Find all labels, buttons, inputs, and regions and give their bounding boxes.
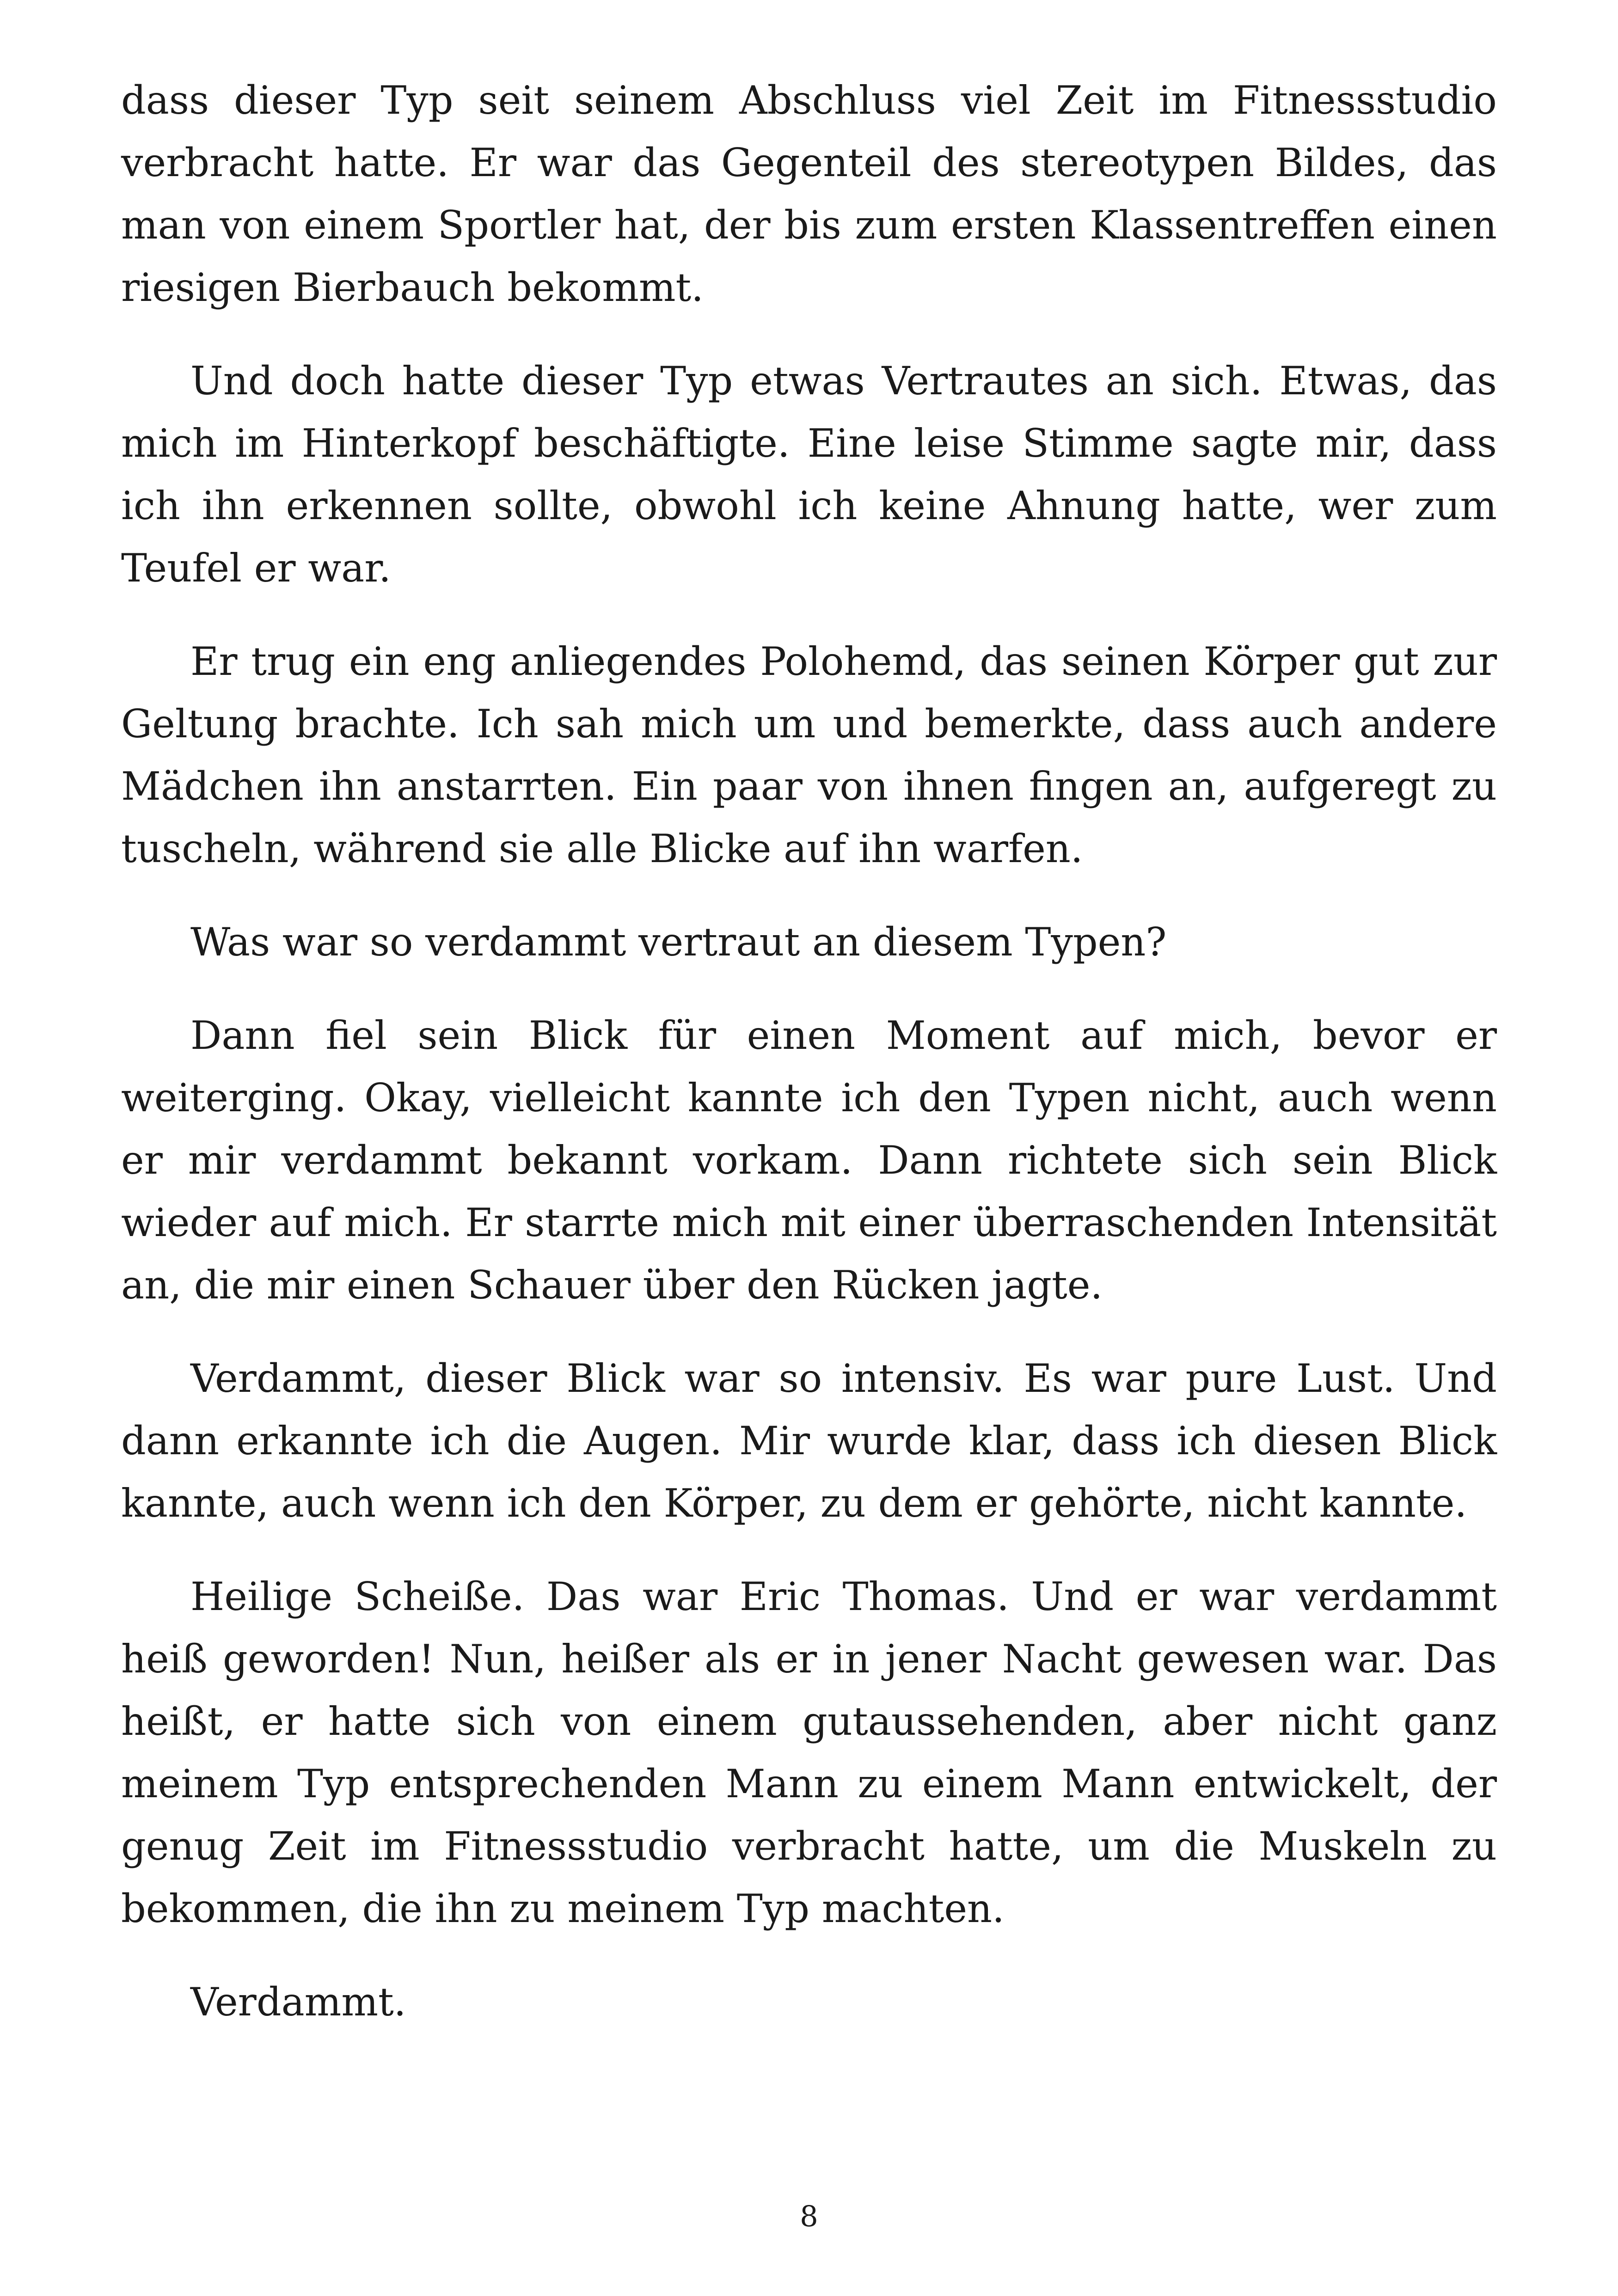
paragraph: Heilige Scheiße. Das war Eric Thomas. Und er war verdammt heiß geworden! Nun, heißer als er in jener Nacht gewesen war. Das heißt, er hatte sich von einem gutaussehenden, aber nicht ganz meinem Typ entsprechenden Mann zu einem Mann entwickelt, der genug Zeit im Fitnessstudio verbracht hatte, um die Muskeln zu bekommen, die ihn zu meinem Typ machten. xyxy=(121,1574,1497,1931)
paragraph: Verdammt. xyxy=(190,1979,406,2025)
paragraph: Und doch hatte dieser Typ etwas Vertrautes an sich. Etwas, das mich im Hinterkopf beschäftigte. Eine leise Stimme sagte mir, dass ich ihn erkennen sollte, obwohl ich keine Ahnung hatte, wer zum Teufel er war. xyxy=(121,358,1497,591)
paragraph: Er trug ein eng anliegendes Polohemd, das seinen Körper gut zur Geltung brachte. Ich sah mich um und bemerkte, dass auch andere Mädchen ihn anstarrten. Ein paar von ihnen fingen an, aufgeregt zu tuscheln, während sie alle Blicke auf ihn warfen. xyxy=(121,639,1497,871)
paragraph: Dann fiel sein Blick für einen Moment auf mich, bevor er weiterging. Okay, vielleicht kannte ich den Typen nicht, auch wenn er mir verdammt bekannt vorkam. Dann richtete sich sein Blick wieder auf mich. Er starrte mich mit einer überraschenden Intensität an, die mir einen Schauer über den Rücken jagte. xyxy=(121,1013,1497,1308)
body-text xyxy=(121,69,1497,2064)
paragraph: dass dieser Typ seit seinem Abschluss viel Zeit im Fitnessstudio verbracht hatte. Er war das Gegenteil des stereotypen Bildes, das man von einem Sportler hat, der bis zum ersten Klassentreffen einen riesigen Bierbauch bekommt. xyxy=(121,78,1497,310)
paragraph: Was war so verdammt vertraut an diesem Typen? xyxy=(190,919,1167,965)
page-number: 8 xyxy=(800,2199,818,2233)
paragraph: Verdammt, dieser Blick war so intensiv. Es war pure Lust. Und dann erkannte ich die Augen. Mir wurde klar, dass ich diesen Blick kannte, auch wenn ich den Körper, zu dem er gehörte, nicht kannte. xyxy=(121,1356,1497,1526)
